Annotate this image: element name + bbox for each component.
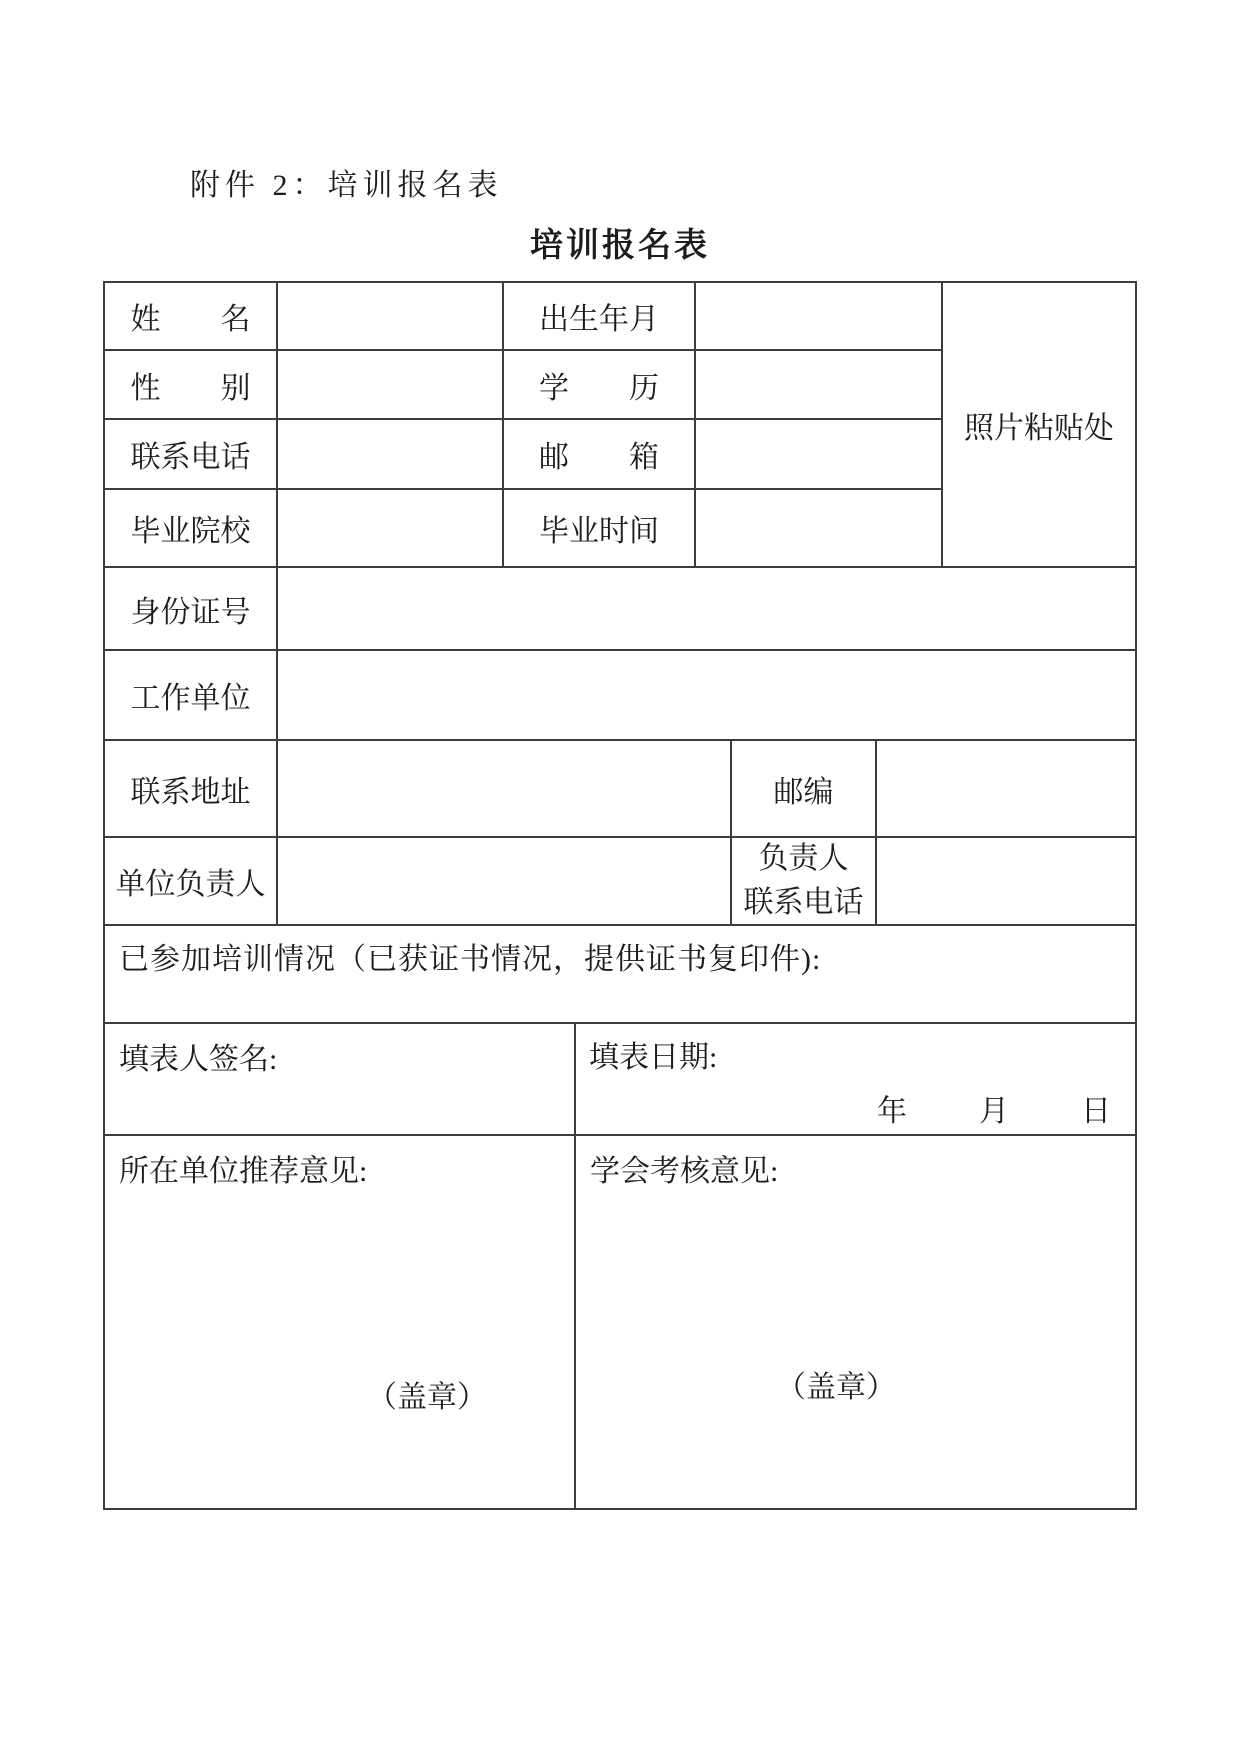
address-label: 联系地址 <box>105 741 278 838</box>
education-label: 学 历 <box>504 351 696 420</box>
date-unit-day: 日 <box>1081 1095 1111 1128</box>
birth-date-input-cell[interactable] <box>696 283 943 351</box>
graduation-date-label: 毕业时间 <box>504 490 696 568</box>
address-input-cell[interactable] <box>278 741 732 838</box>
education-input-cell[interactable] <box>696 351 943 420</box>
photo-area-cell[interactable] <box>943 283 1135 568</box>
unit-opinion-label: 所在单位推荐意见: <box>119 1155 368 1188</box>
date-units <box>589 1086 1111 1130</box>
training-history-label: 已参加培训情况（已获证书情况，提供证书复印件): <box>119 943 822 976</box>
form-title: 培训报名表 <box>530 228 710 264</box>
date-unit-year: 年 <box>877 1095 907 1128</box>
unit-head-label: 单位负责人 <box>105 838 278 926</box>
name-label: 姓 名 <box>105 283 278 351</box>
unit-opinion-seal-label: （盖章） <box>367 1381 487 1414</box>
head-phone-label-line2: 联系电话 <box>743 886 864 919</box>
postal-code-input-cell[interactable] <box>877 741 1135 838</box>
id-number-label: 身份证号 <box>105 568 278 651</box>
school-label: 毕业院校 <box>105 490 278 568</box>
review-opinion-cell[interactable] <box>576 1136 1135 1508</box>
id-number-input-cell[interactable] <box>278 568 1135 651</box>
unit-opinion-cell[interactable] <box>105 1136 576 1508</box>
review-opinion-label: 学会考核意见: <box>590 1155 779 1188</box>
gender-label: 性 别 <box>105 351 278 420</box>
postal-code-label: 邮编 <box>732 741 877 838</box>
email-input-cell[interactable] <box>696 420 943 490</box>
graduation-date-input-cell[interactable] <box>696 490 943 568</box>
date-unit-month: 月 <box>979 1095 1009 1128</box>
registration-table <box>103 281 1137 1510</box>
head-phone-label-line1: 负责人 <box>758 842 849 875</box>
head-phone-label <box>732 838 877 926</box>
name-input-cell[interactable] <box>278 283 504 351</box>
unit-head-input-cell[interactable] <box>278 838 732 926</box>
head-phone-input-cell[interactable] <box>877 838 1135 926</box>
signer-cell[interactable] <box>105 1024 576 1136</box>
employer-input-cell[interactable] <box>278 651 1135 741</box>
phone-input-cell[interactable] <box>278 420 504 490</box>
birth-date-label: 出生年月 <box>504 283 696 351</box>
training-history-cell[interactable] <box>105 926 1135 1024</box>
gender-input-cell[interactable] <box>278 351 504 420</box>
fill-date-cell[interactable] <box>576 1024 1135 1136</box>
attachment-heading: 附件 2：培训报名表 <box>190 169 503 202</box>
photo-area-label: 照片粘贴处 <box>964 411 1114 445</box>
fill-date-label: 填表日期: <box>589 1041 718 1074</box>
school-input-cell[interactable] <box>278 490 504 568</box>
email-label: 邮 箱 <box>504 420 696 490</box>
employer-label: 工作单位 <box>105 651 278 741</box>
phone-label: 联系电话 <box>105 420 278 490</box>
review-opinion-seal-label: （盖章） <box>776 1371 896 1404</box>
signer-label: 填表人签名: <box>119 1043 278 1076</box>
